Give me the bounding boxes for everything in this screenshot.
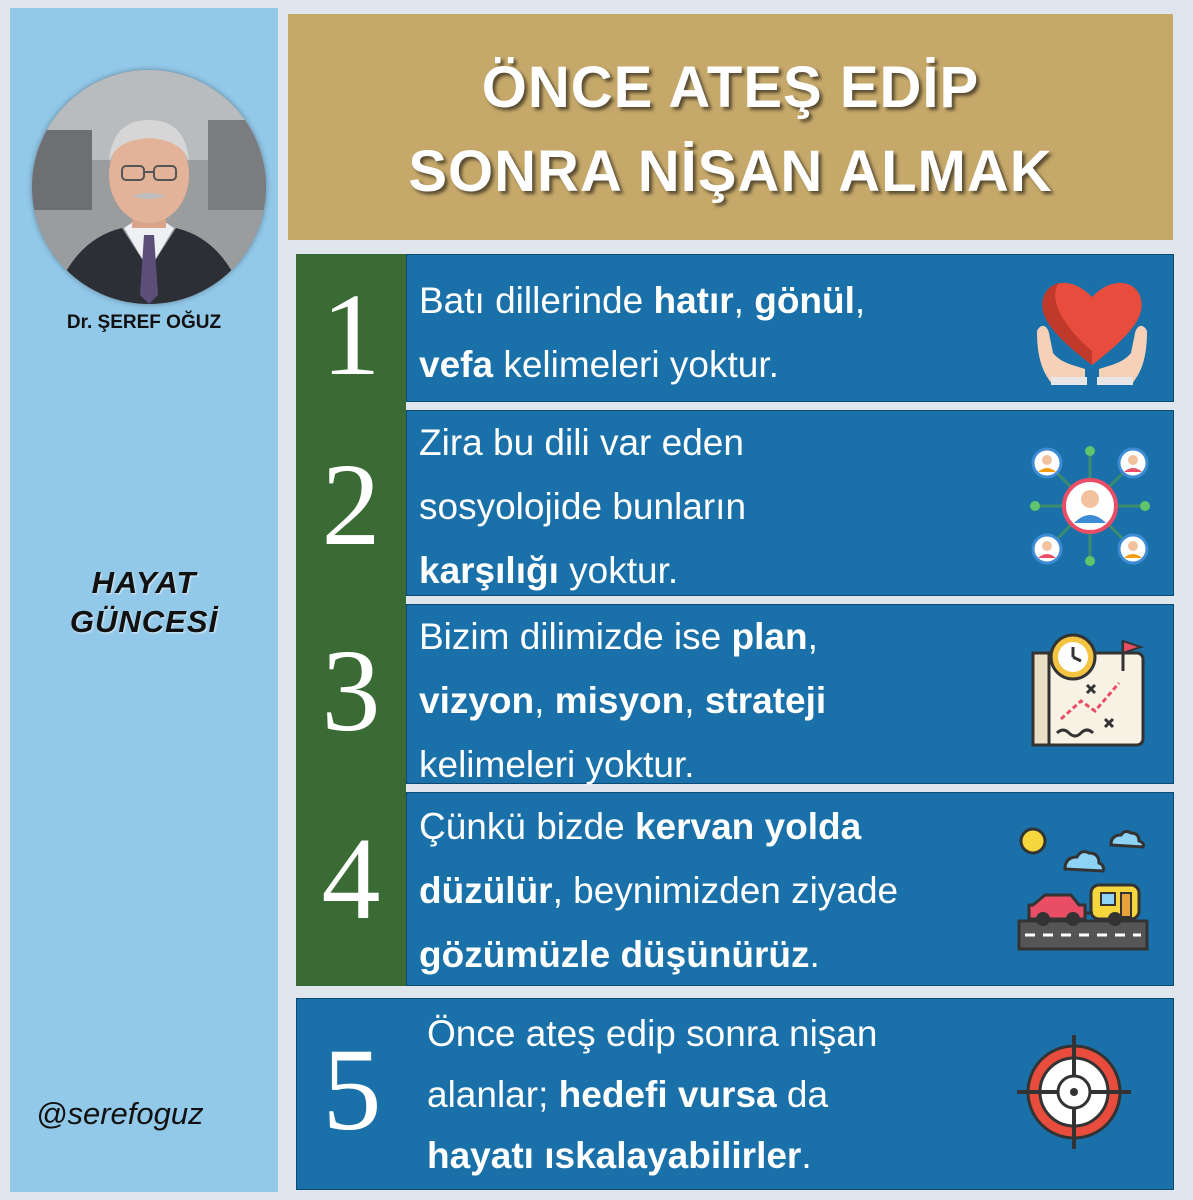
bold-text-segment: hayatı ıskalayabilirler [427, 1135, 802, 1176]
crosshair-target-icon [1013, 1031, 1135, 1153]
item-number-5: 5 [322, 1024, 382, 1155]
text-segment: yoktur. [558, 550, 679, 591]
text-segment: Zira bu dili var eden [419, 422, 744, 463]
text-segment: . [809, 934, 820, 975]
caravan-road-icon [1015, 823, 1151, 953]
list-item-5 [296, 998, 1174, 1190]
text-segment: kelimeleri yoktur. [493, 344, 779, 385]
column-title-line-1: HAYAT [91, 565, 197, 600]
bold-text-segment: misyon [554, 680, 685, 721]
text-segment: alanlar; [427, 1074, 559, 1115]
bold-text-segment: hedefi vursa [558, 1074, 777, 1115]
network-people-icon [1029, 445, 1151, 567]
title-line-1: ÖNCE ATEŞ EDİP [481, 55, 980, 120]
text-segment: sosyolojide bunların [419, 486, 747, 527]
text-segment: , [733, 280, 755, 321]
column-title [10, 564, 278, 642]
text-segment: kelimeleri yoktur. [419, 744, 695, 785]
list-item-4 [406, 792, 1174, 986]
author-avatar [32, 70, 266, 304]
list-item-1 [406, 254, 1174, 402]
strategy-map-icon [1025, 627, 1151, 753]
number-strip [296, 254, 406, 986]
column-title-line-2: GÜNCESİ [69, 603, 219, 639]
bold-text-segment: strateji [704, 680, 827, 721]
text-segment: , beynimizden ziyade [552, 870, 899, 911]
bold-text-segment: gözümüzle düşünürüz [419, 934, 810, 975]
heart-hands-icon [1033, 273, 1151, 385]
infographic [10, 8, 1183, 1192]
bold-text-segment: plan [731, 616, 808, 657]
item-text-2 [419, 411, 1019, 603]
item-text-5 [427, 1003, 1027, 1186]
text-segment: , [684, 680, 705, 721]
title-banner [288, 14, 1173, 240]
text-segment: , [534, 680, 555, 721]
title-line-2: SONRA NİŞAN ALMAK [408, 139, 1053, 204]
item-text-3 [419, 605, 1019, 797]
social-handle: @serefoguz [36, 1096, 204, 1131]
text-segment: . [801, 1135, 812, 1176]
item-number-3: 3 [321, 625, 381, 756]
item-number-1: 1 [321, 269, 381, 400]
bold-text-segment: hatır [653, 280, 734, 321]
list-item-2 [406, 410, 1174, 596]
text-segment: Batı dillerinde [419, 280, 654, 321]
text-segment: , [807, 616, 818, 657]
text-segment: Çünkü bizde [419, 806, 635, 847]
list-item-3 [406, 604, 1174, 784]
item-number-4: 4 [321, 813, 381, 944]
text-segment: da [776, 1074, 829, 1115]
bold-text-segment: vefa [419, 344, 494, 385]
left-panel [10, 8, 278, 1192]
bold-text-segment: düzülür [419, 870, 553, 911]
author-portrait-icon [32, 70, 266, 304]
item-text-4 [419, 795, 1019, 987]
text-segment: , [854, 280, 866, 321]
text-segment: Bizim dilimizde ise [419, 616, 732, 657]
bold-text-segment: gönül [754, 280, 855, 321]
text-segment: Önce ateş edip sonra nişan [427, 1013, 878, 1054]
item-number-2: 2 [321, 439, 381, 570]
bold-text-segment: kervan yolda [634, 806, 862, 847]
author-name: Dr. ŞEREF OĞUZ [66, 312, 222, 333]
bold-text-segment: vizyon [419, 680, 535, 721]
bold-text-segment: karşılığı [419, 550, 559, 591]
item-text-1 [419, 269, 1019, 397]
